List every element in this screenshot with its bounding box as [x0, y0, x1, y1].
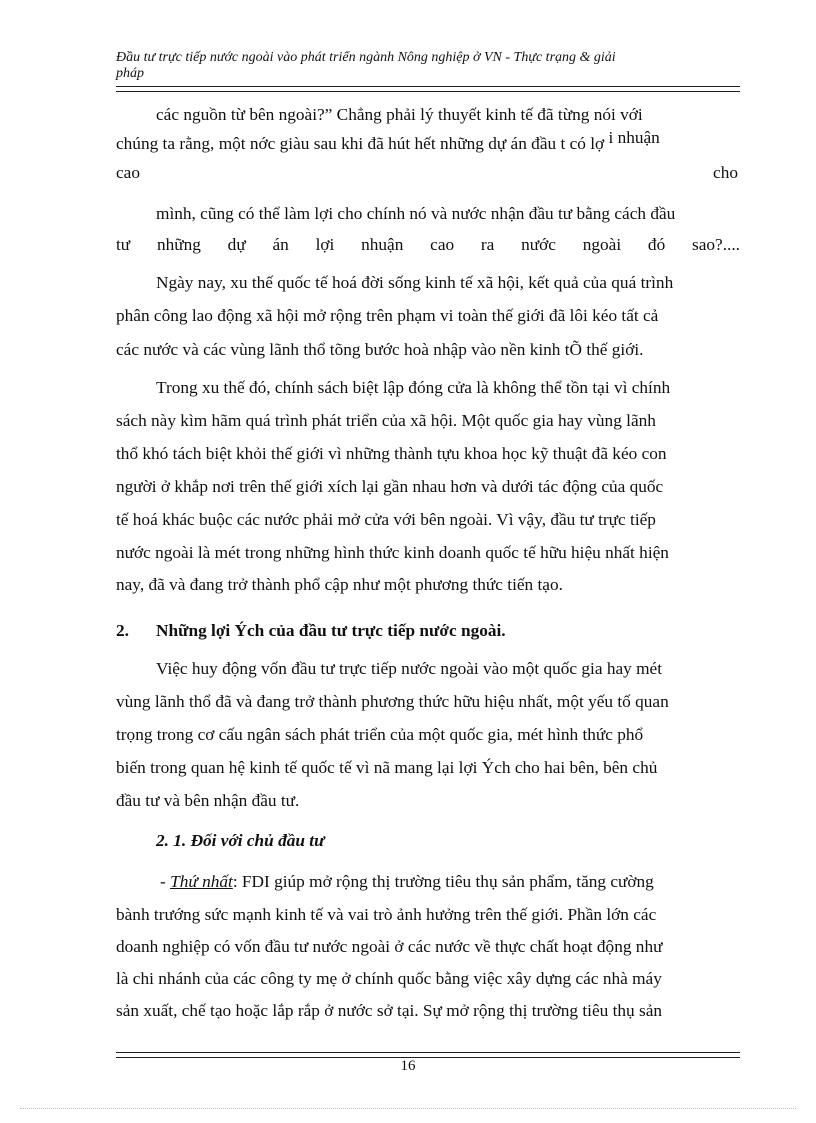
text-line: là chi nhánh của các công ty mẹ ở chính quốc bằng việc xây dựng các nhà máy: [116, 969, 662, 988]
text-line: sách này kìm hãm quá trình phát triển của xã hội. Một quốc gia hay vùng lãnh: [116, 411, 656, 430]
text-line: nay, đã và đang trở thành phổ cập như một phương thức tiến tạo.: [116, 575, 563, 594]
text-line: sản xuất, chế tạo hoặc lắp rắp ở nước sở tại. Sự mở rộng thị trường tiêu thụ sản: [116, 1001, 663, 1020]
header-title-line-2: pháp: [116, 66, 144, 81]
page-number: 16: [400, 1058, 416, 1074]
text-line: thổ khó tách biệt khỏi thế giới vì những thành tựu khoa học kỹ thuật đã kéo con: [116, 444, 667, 463]
section-heading: [116, 620, 740, 642]
text-fragment: i nhuận: [608, 128, 660, 147]
text-fragment: : FDI giúp mở rộng thị trường tiêu thụ sản phẩm, tăng cường: [232, 872, 654, 891]
text-line: biến trong quan hệ kinh tế quốc tế vì nã mang lại lợi Ých cho hai bên, bên chủ: [116, 758, 658, 777]
text-line: doanh nghiệp có vốn đầu tư nước ngoài ở các nước về thực chất hoạt động như: [116, 937, 663, 956]
subsection-heading: 2. 1. Đối với chủ đầu tư: [156, 831, 325, 850]
section-number: 2.: [116, 621, 129, 640]
running-header: [116, 50, 740, 82]
text-fragment: -: [160, 872, 171, 891]
text-line: Trong xu thế đó, chính sách biệt lập đóng cửa là không thể tồn tại vì chính: [156, 378, 671, 397]
header-title-line-1: Đầu tư trực tiếp nước ngoài vào phát triển ngành Nông nghiệp ở VN - Thực trạng & giải: [116, 50, 616, 65]
text-line: vùng lãnh thổ đã và đang trở thành phương thức hữu hiệu nhất, một yếu tố quan: [116, 692, 669, 711]
text-fragment: chúng ta rằng, một nớc giàu sau khi đã hút hết những dự án đầu t có lợ: [116, 134, 605, 153]
text-line: Việc huy động vốn đầu tư trực tiếp nước ngoài vào một quốc gia hay mét: [156, 659, 663, 678]
text-line: nước ngoài là mét trong những hình thức kinh doanh quốc tế hữu hiệu nhất hiện: [116, 543, 669, 562]
text-line: bành trướng sức mạnh kinh tế và vai trò ảnh hưởng trên thế giới. Phần lớn các: [116, 905, 657, 924]
text-line: các nguồn từ bên ngoài?” Chẳng phải lý thuyết kinh tế đã từng nói với: [156, 105, 643, 124]
text-line: [116, 128, 740, 155]
text-line: [116, 162, 740, 184]
section-title: Những lợi Ých của đầu tư trực tiếp nước ngoài.: [156, 621, 506, 640]
text-fragment: cao: [116, 163, 140, 182]
text-line: tế hoá khác buộc các nước phải mở cửa với bên ngoài. Vì vậy, đầu tư trực tiếp: [116, 510, 656, 529]
text-line: phân công lao động xã hội mở rộng trên phạm vi toàn thế giới đã lôi kéo tất cả: [116, 306, 659, 325]
header-double-rule: [116, 86, 740, 92]
text-line: tư những dự án lợi nhuận cao ra nước ngoài đó sao?....: [116, 235, 740, 254]
text-line: Ngày nay, xu thế quốc tế hoá đời sống kinh tế xã hội, kết quả của quá trình: [156, 273, 674, 292]
page-edge-dotted-line: [20, 1108, 796, 1109]
text-line: mình, cũng có thể làm lợi cho chính nó và nước nhận đầu tư bằng cách đầu: [156, 204, 676, 223]
text-line: các nước và các vùng lãnh thổ tõng bước hoà nhập vào nền kinh tÕ thế giới.: [116, 340, 644, 359]
text-line: đầu tư và bên nhận đầu tư.: [116, 791, 300, 810]
text-line: trọng trong cơ cấu ngân sách phát triển của một quốc gia, mét hình thức phổ: [116, 725, 644, 744]
text-line: người ở khắp nơi trên thế giới xích lại gần nhau hơn và dưới tác động của quốc: [116, 477, 664, 496]
emphasis-label: Thứ nhất: [170, 872, 233, 891]
text-line: [116, 871, 740, 893]
text-fragment: cho: [713, 163, 738, 182]
